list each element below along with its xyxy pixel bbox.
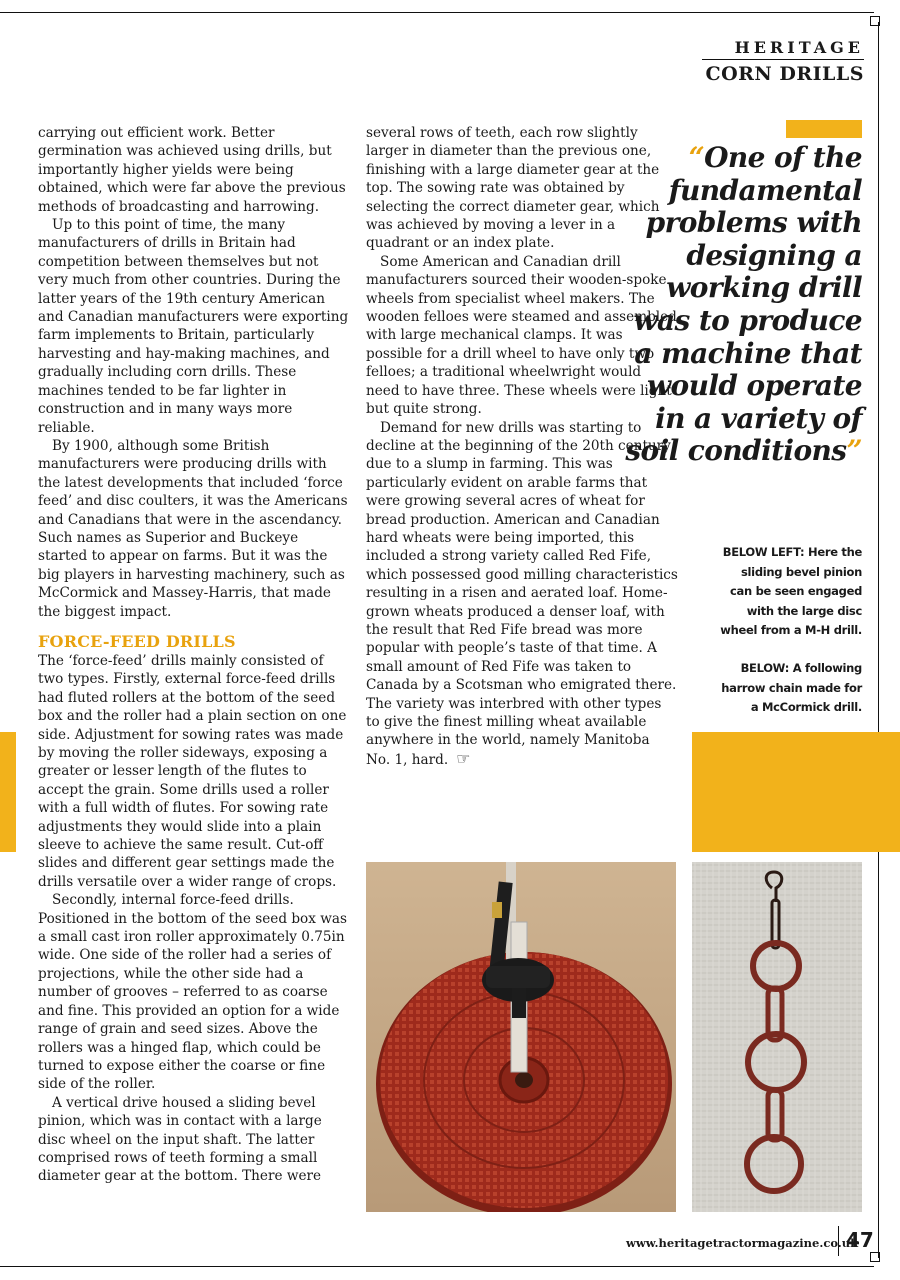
page-frame-bottom xyxy=(0,1266,874,1267)
section-kicker: HERITAGE xyxy=(734,38,864,57)
paragraph: Secondly, internal force-feed drills. Positioned in the bottom of the seed box was a small cast iron roller approximately 0.75in wide. One side of the roller had a series of projections, while the other side had a number of grooves – referred to as coarse and fine. This provided an option for a wide range of grain and seed sizes. Above the rollers was a hinged flap, which could be turned to expose either the coarse or fine side of the roller. xyxy=(38,892,347,1093)
paragraph: several rows of teeth, each row slightly larger in diameter than the previous one, finishing with a large diameter gear at the top. The sowing rate was obtained by selecting the correct diameter gear, which was achieved by moving a lever in a quadrant or an index plate. xyxy=(366,125,660,252)
page-frame-top xyxy=(0,12,874,13)
harrow-chain-illustration xyxy=(692,862,862,1212)
paragraph: The ‘force-feed’ drills mainly consisted of two types. Firstly, external force-feed drills had fluted rollers at the bottom of the seed box and the roller had a plain section on one side. Adjustment for sowing rates was made by moving the roller sideways, exposing a greater or lesser length of the flutes to accept the grain. Some drills used a roller with a full width of flutes. For sowing rate adjustments they would slide into a plain sleeve to achieve the same result. Cut-off slides and different gear settings made the drills versatile over a wider range of crops. xyxy=(38,652,347,890)
paragraph-text: Demand for new drills was starting to decline at the beginning of the 20th century due to a slump in farming. This was particularly evident on arable farms that were growing several acres of wheat for bread production. American and Canadian hard wheats were being imported, this included a strong variety called Red Fife, which possessed good milling characteristics resulting in a risen and aerated loaf. Home-grown wheats produced a denser loaf, with the result that Red Fife bread was more popular with people’s taste of that time. A small amount of Red Fife was taken to Canada by a Scotsman who emigrated there. The variety was interbred with other types to give the finest milling wheat available anywhere in the world, namely Manitoba No. 1, hard. xyxy=(366,419,678,768)
page-number: 47 xyxy=(846,1228,874,1252)
paragraph: Up to this point of time, the many manufacturers of drills in Britain had competition between themselves but not very much from other countries. During the latter years of the 19th century American and Canadian manufacturers were exporting farm implements to Britain, particularly harvesting and hay-making machines, and gradually including corn drills. These machines tended to be far lighter in construction and in many ways more reliable. xyxy=(38,217,349,436)
open-quote-mark: “ xyxy=(688,141,705,174)
caption-below-left: BELOW LEFT: Here the sliding bevel pinion can be seen engaged with the large disc wheel from a M-H drill. xyxy=(720,545,862,637)
frame-corner-bottom xyxy=(870,1252,880,1262)
pointing-hand-icon: ☞ xyxy=(456,748,471,768)
text-column-left xyxy=(38,124,350,1186)
footer-divider xyxy=(838,1226,839,1256)
paragraph xyxy=(366,419,678,770)
paragraph: Some American and Canadian drill manufacturers sourced their wooden-spoke wheels from specialist wheel makers. The wooden felloes were steamed and assembled with large mechanical clamps. It was possible for a drill wheel to have only two felloes; a traditional wheelwright would need to have three. These wheels were light but quite strong. xyxy=(366,253,677,418)
photo-disc-wheel xyxy=(366,862,676,1212)
page-frame-right xyxy=(878,22,879,1258)
page-title: CORN DRILLS xyxy=(702,59,864,85)
paragraph: carrying out efficient work. Better germination was achieved using drills, but importantly higher yields were being obtained, which were far above the previous methods of broadcasting and harrowing. xyxy=(38,125,346,215)
pull-quote xyxy=(612,142,862,468)
caption-below: BELOW: A following harrow chain made for a McCormick drill. xyxy=(721,661,862,714)
paragraph: A vertical drive housed a sliding bevel pinion, which was in contact with a large disc wheel on the input shaft. The latter comprised rows of teeth forming a small diameter gear at the bottom. There were xyxy=(38,1094,322,1185)
frame-corner-top xyxy=(870,16,880,26)
section-header xyxy=(702,38,864,85)
accent-band-left xyxy=(0,732,16,852)
paragraph: By 1900, although some British manufacturers were producing drills with the latest developments that included ‘force feed’ and disc coulters, it was the Americans and Canadians that were in the ascendancy. Such names as Superior and Buckeye started to appear on farms. But it was the big players in harvesting machinery, such as McCormick and Massey-Harris, that made the biggest impact. xyxy=(38,437,348,620)
pull-quote-text: One of the fundamental problems with designing a working drill was to produce a machine that would operate in a variety of soil conditions xyxy=(625,141,862,468)
accent-band-right xyxy=(692,732,900,852)
subheading: FORCE-FEED DRILLS xyxy=(38,631,236,651)
footer-url: www.heritagetractormagazine.co.uk xyxy=(626,1236,859,1250)
pullquote-accent-bar xyxy=(786,120,862,138)
close-quote-mark: ” xyxy=(846,434,862,468)
disc-wheel-illustration xyxy=(366,862,676,1212)
photo-harrow-chain xyxy=(692,862,862,1212)
